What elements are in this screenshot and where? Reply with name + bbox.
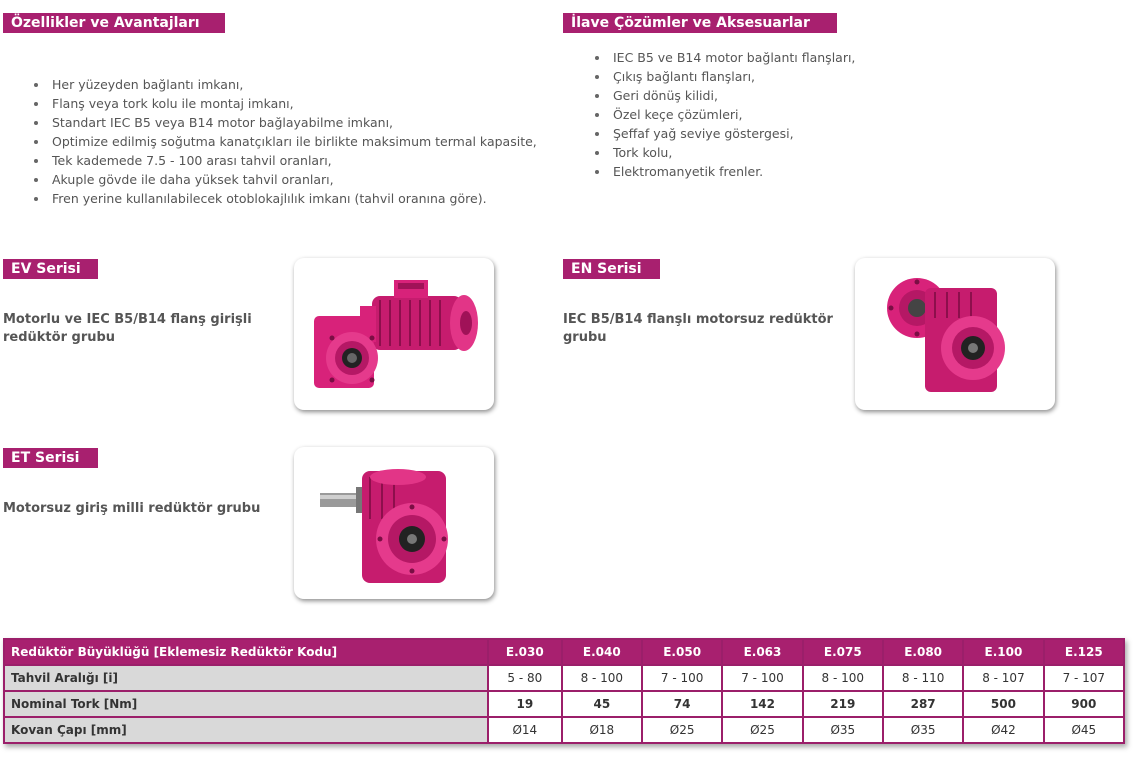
table-cell: 74 bbox=[642, 691, 722, 717]
table-header-row bbox=[4, 639, 1124, 665]
table-column-header: E.100 bbox=[963, 639, 1043, 665]
motor-gear-reducer-icon bbox=[294, 258, 494, 410]
table-cell: 7 - 100 bbox=[722, 665, 802, 691]
list-item: Flanş veya tork kolu ile montaj imkanı, bbox=[30, 94, 537, 113]
table-cell: 500 bbox=[963, 691, 1043, 717]
table-cell: Ø45 bbox=[1044, 717, 1124, 743]
list-item: Optimize edilmiş soğutma kanatçıkları ile birlikte maksimum termal kapasite, bbox=[30, 132, 537, 151]
table-cell: 8 - 100 bbox=[562, 665, 642, 691]
table-cell: 7 - 107 bbox=[1044, 665, 1124, 691]
list-item: Standart IEC B5 veya B14 motor bağlayabilme imkanı, bbox=[30, 113, 537, 132]
ev-series-heading: EV Serisi bbox=[3, 259, 98, 279]
table-cell: 8 - 107 bbox=[963, 665, 1043, 691]
table-cell: Ø14 bbox=[488, 717, 562, 743]
accessories-heading: İlave Çözümler ve Aksesuarlar bbox=[563, 13, 837, 33]
table-column-header: E.050 bbox=[642, 639, 722, 665]
table-cell: 8 - 110 bbox=[883, 665, 963, 691]
et-series-heading: ET Serisi bbox=[3, 448, 98, 468]
accessories-list bbox=[591, 48, 855, 181]
features-heading: Özellikler ve Avantajları bbox=[3, 13, 225, 33]
list-item: Şeffaf yağ seviye göstergesi, bbox=[591, 124, 855, 143]
table-cell: 5 - 80 bbox=[488, 665, 562, 691]
table-column-header: E.030 bbox=[488, 639, 562, 665]
table-column-header: E.063 bbox=[722, 639, 802, 665]
list-item: Fren yerine kullanılabilecek otoblokajlılık imkanı (tahvil oranına göre). bbox=[30, 189, 537, 208]
list-item: Tek kademede 7.5 - 100 arası tahvil oranları, bbox=[30, 151, 537, 170]
table-column-header: E.040 bbox=[562, 639, 642, 665]
row-label: Nominal Tork [Nm] bbox=[4, 691, 488, 717]
table-cell: 19 bbox=[488, 691, 562, 717]
table-row bbox=[4, 717, 1124, 743]
table-row bbox=[4, 691, 1124, 717]
row-label: Kovan Çapı [mm] bbox=[4, 717, 488, 743]
table-cell: 7 - 100 bbox=[642, 665, 722, 691]
list-item: Tork kolu, bbox=[591, 143, 855, 162]
list-item: Çıkış bağlantı flanşları, bbox=[591, 67, 855, 86]
table-row bbox=[4, 665, 1124, 691]
table-cell: 219 bbox=[803, 691, 883, 717]
row-label: Tahvil Aralığı [i] bbox=[4, 665, 488, 691]
features-list bbox=[30, 75, 537, 208]
table-cell: Ø35 bbox=[883, 717, 963, 743]
table-cell: Ø25 bbox=[642, 717, 722, 743]
en-series-description: IEC B5/B14 flanşlı motorsuz redüktör grubu bbox=[563, 312, 833, 345]
table-cell: 45 bbox=[562, 691, 642, 717]
ev-series-product-image bbox=[294, 258, 494, 410]
shaft-gear-reducer-icon bbox=[294, 447, 494, 599]
table-column-header: E.075 bbox=[803, 639, 883, 665]
en-series-product-image bbox=[855, 258, 1055, 410]
et-series-description: Motorsuz giriş milli redüktör grubu bbox=[3, 501, 261, 516]
table-column-header: E.080 bbox=[883, 639, 963, 665]
ev-series-description: Motorlu ve IEC B5/B14 flanş girişli redüktör grubu bbox=[3, 312, 252, 345]
table-cell: Ø42 bbox=[963, 717, 1043, 743]
table-cell: 142 bbox=[722, 691, 802, 717]
table-header-label: Redüktör Büyüklüğü [Eklemesiz Redüktör Kodu] bbox=[4, 639, 488, 665]
table-cell: Ø25 bbox=[722, 717, 802, 743]
table-cell: Ø35 bbox=[803, 717, 883, 743]
table-cell: Ø18 bbox=[562, 717, 642, 743]
table-cell: 8 - 100 bbox=[803, 665, 883, 691]
list-item: IEC B5 ve B14 motor bağlantı flanşları, bbox=[591, 48, 855, 67]
flanged-gear-reducer-icon bbox=[855, 258, 1055, 410]
specifications-table bbox=[3, 638, 1125, 744]
table-cell: 287 bbox=[883, 691, 963, 717]
list-item: Elektromanyetik frenler. bbox=[591, 162, 855, 181]
en-series-heading: EN Serisi bbox=[563, 259, 660, 279]
list-item: Her yüzeyden bağlantı imkanı, bbox=[30, 75, 537, 94]
table-cell: 900 bbox=[1044, 691, 1124, 717]
list-item: Geri dönüş kilidi, bbox=[591, 86, 855, 105]
list-item: Özel keçe çözümleri, bbox=[591, 105, 855, 124]
table-column-header: E.125 bbox=[1044, 639, 1124, 665]
list-item: Akuple gövde ile daha yüksek tahvil oranları, bbox=[30, 170, 537, 189]
et-series-product-image bbox=[294, 447, 494, 599]
